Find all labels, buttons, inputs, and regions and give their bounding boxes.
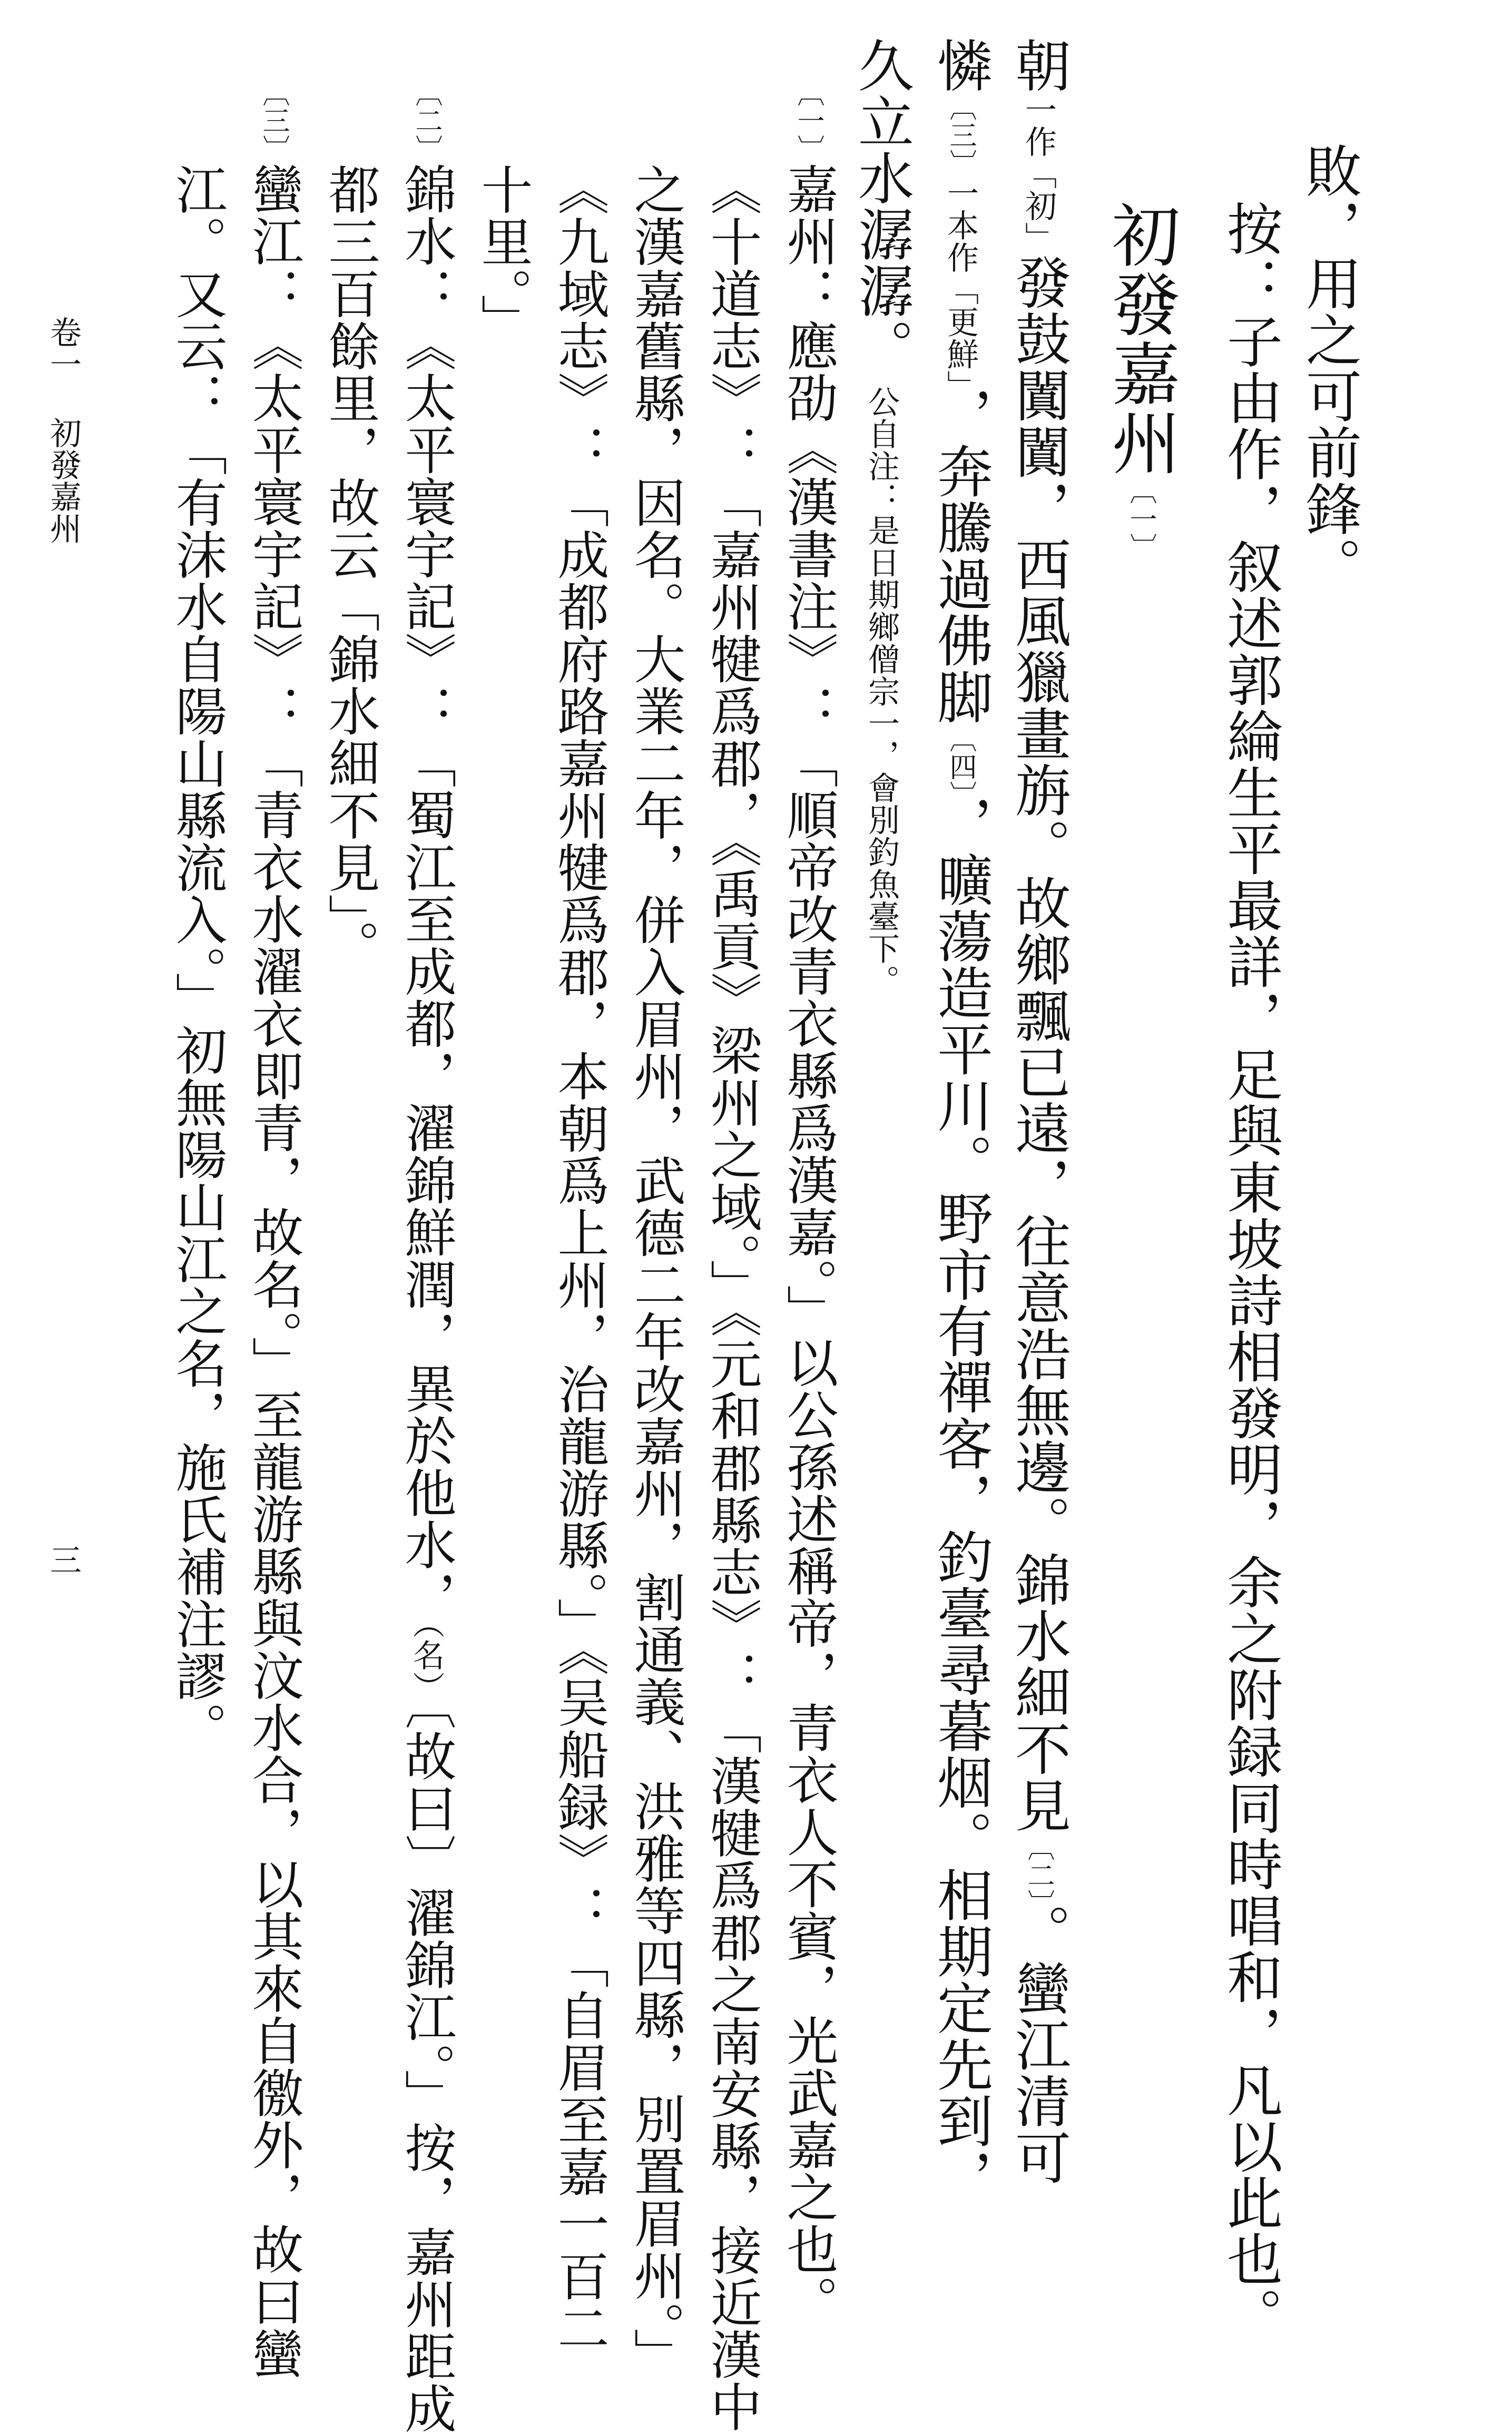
note-1-line-4 [549, 163, 609, 2354]
juan-label: 卷一 [45, 316, 82, 380]
note-1-line-5 [473, 163, 533, 346]
running-footer [45, 316, 82, 545]
page-number-text: 三 [45, 1544, 82, 1576]
note-text: 〔故曰〕濯錦江。」按，嘉州距成 [396, 1703, 456, 2434]
note-text: 嘉州：應劭《漢書注》：「順帝改青衣縣爲漢嘉。」以公孫述稱帝，青衣人不賓，光武嘉之也。 [778, 162, 838, 2328]
variant-note: 一作「初」 [1020, 93, 1057, 254]
note-text: 《十道志》：「嘉州犍爲郡，《禹貢》梁州之域。」《元和郡縣志》：「漢犍爲郡之南安縣，接近漢中 [702, 163, 762, 2433]
poem-body-column-1 [1006, 37, 1071, 2186]
note-3-line-1 [243, 79, 303, 2380]
text-line: 敗，用之可前鋒。 [1297, 142, 1362, 594]
poem-text: 憐 [928, 37, 993, 94]
note-2-line-2 [320, 163, 380, 972]
note-marker: 〔二〕 [1023, 1833, 1054, 1904]
note-marker: 〔四〕 [945, 725, 976, 796]
poem-body-column-2 [928, 37, 993, 2205]
note-marker: 〔二〕 [410, 79, 442, 163]
note-text: 都三百餘里，故云「錦水細不見」。 [320, 163, 380, 972]
poem-text: 久立水潺潺。 [849, 37, 914, 376]
commentary-line: 按：子由作，叙述郭綸生平最詳，足與東坡詩相發明，余之附録同時唱和，凡以此也。 [1218, 200, 1283, 2344]
note-marker: 〔三〕 [945, 93, 976, 178]
note-1-line-1 [778, 79, 838, 2328]
poem-text: ，曠蕩造平川。野市有禪客，釣臺尋暮烟。相期定先到， [928, 795, 993, 2205]
note-1-line-3 [625, 163, 685, 2380]
note-text: 錦水：《太平寰宇記》：「蜀江至成都，濯錦鮮潤，異於他水， [396, 162, 456, 1623]
author-self-note: 公自注：是日期鄉僧宗一，會別釣魚臺下。 [863, 386, 900, 997]
variant-note: 一本作「更鮮」 [942, 177, 979, 387]
note-marker: 〔一〕 [792, 79, 824, 163]
note-text: 《九域志》：「成都府路嘉州犍爲郡，本朝爲上州，治龍游縣。」《吴船録》：「自眉至嘉一百二 [549, 163, 609, 2354]
note-text: 江。又云：「有沫水自陽山縣流入。」初無陽山江之名，施氏補注謬。 [167, 163, 227, 1754]
note-text: 蠻江：《太平寰宇記》：「青衣水濯衣即青，故名。」至龍游縣與汶水合，以其來自徼外，故曰蠻 [243, 162, 303, 2380]
note-small-text: （名） [408, 1623, 445, 1704]
note-text: 之漢嘉舊縣，因名。大業二年，併入眉州，武德二年改嘉州，割通義、洪雅等四縣，別置眉州。」 [625, 163, 685, 2380]
poem-text: 。蠻江清可 [1006, 1903, 1071, 2186]
poem-text: 朝 [1006, 37, 1071, 94]
poem-text: ，奔騰過佛脚 [928, 386, 993, 725]
note-marker: 〔三〕 [258, 79, 289, 163]
page-number [45, 1544, 82, 1576]
poem-text: 發鼓闐闐，西風獵畫旃。故鄉飄已遠，往意浩無邊。錦水細不見 [1006, 254, 1071, 1834]
text-column-1 [1297, 142, 1362, 594]
note-3-line-2 [167, 163, 227, 1754]
poem-title: 初發嘉州 [1101, 200, 1181, 477]
note-text: 十里。」 [473, 163, 533, 346]
poem-title-column [1101, 200, 1181, 562]
poem-body-column-3 [849, 37, 914, 997]
note-2-line-1 [396, 79, 456, 2434]
section-label: 初發嘉州 [45, 417, 82, 545]
note-1-line-2 [702, 163, 762, 2433]
text-column-2 [1218, 200, 1283, 2344]
note-marker: 〔一〕 [1125, 477, 1156, 562]
